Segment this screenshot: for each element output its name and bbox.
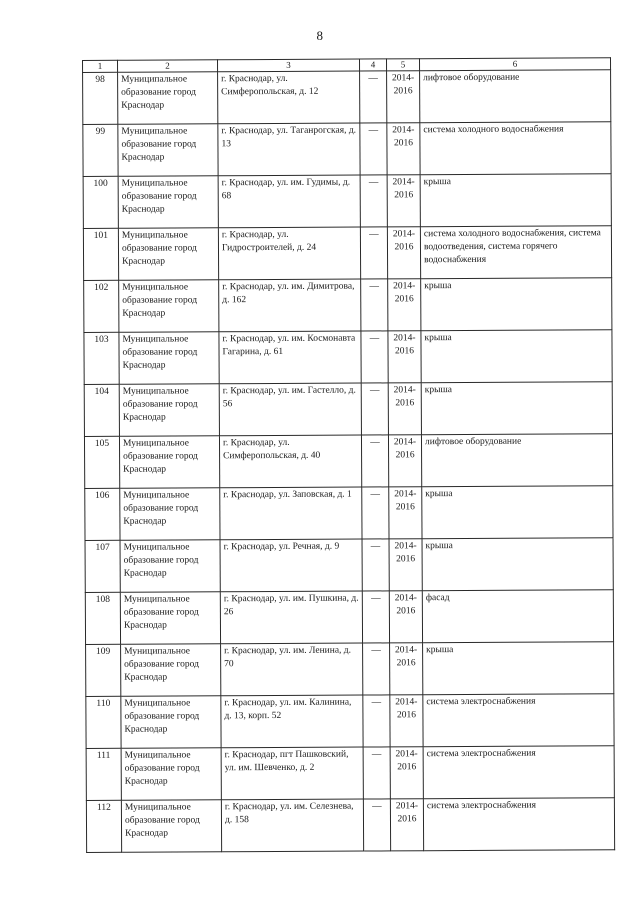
table-row (86, 798, 614, 853)
period-start: 2014- (395, 749, 418, 760)
page-number: 8 (316, 28, 324, 43)
period-end: 2016 (396, 554, 416, 565)
work-type-cell: крыша (420, 174, 611, 227)
table-row (86, 694, 614, 749)
header-cell-4: 4 (359, 59, 386, 71)
period-end: 2016 (396, 606, 416, 617)
row-number-cell: 105 (84, 436, 119, 488)
period-start: 2014- (392, 125, 415, 136)
column-4-cell: — (362, 539, 389, 591)
address-cell: г. Краснодар, ул. Симферопольская, д. 12 (218, 71, 360, 124)
owner-cell: Муниципальное образование город Краснодар (120, 540, 220, 593)
period-end: 2016 (396, 710, 416, 721)
owner-cell: Муниципальное образование город Краснодар (121, 748, 221, 801)
table-row (86, 642, 614, 697)
work-type-cell: крыша (421, 278, 612, 331)
work-type-cell: крыша (422, 486, 613, 539)
period-start: 2014- (394, 593, 417, 604)
work-type-cell: фасад (422, 590, 613, 643)
address-cell: г. Краснодар, ул. им. Димитрова, д. 162 (219, 279, 361, 332)
address-cell: г. Краснодар, ул. им. Пушкина, д. 26 (220, 591, 362, 644)
work-type-cell: лифтовое оборудование (421, 434, 612, 487)
table-row (83, 122, 611, 177)
work-type-cell: система холодного водоснабжения (420, 122, 611, 175)
row-number-cell: 103 (84, 332, 119, 384)
row-number-cell: 104 (84, 384, 119, 436)
row-number-cell: 106 (85, 488, 120, 540)
period-start: 2014- (392, 177, 415, 188)
address-cell: г. Краснодар, ул. Таганрогская, д. 13 (218, 123, 360, 176)
row-number-cell: 111 (86, 748, 121, 800)
period-cell (390, 695, 423, 747)
header-cell-1: 1 (83, 60, 118, 72)
owner-cell: Муниципальное образование город Краснодар (121, 800, 221, 853)
owner-cell: Муниципальное образование город Краснодар (119, 436, 219, 489)
period-end: 2016 (395, 502, 415, 513)
address-cell: г. Краснодар, ул. им. Гастелло, д. 56 (219, 383, 361, 436)
row-number-cell: 108 (85, 592, 120, 644)
address-cell: г. Краснодар, пгт Пашковский, ул. им. Шевченко, д. 2 (221, 747, 363, 800)
column-4-cell: — (360, 227, 387, 279)
address-cell: г. Краснодар, ул. Речная, д. 9 (220, 539, 362, 592)
column-4-cell: — (363, 799, 390, 851)
period-end: 2016 (395, 450, 415, 461)
table-row (83, 174, 611, 229)
address-cell: г. Краснодар, ул. им. Ленина, д. 70 (221, 643, 363, 696)
row-number-cell: 107 (85, 540, 120, 592)
period-start: 2014- (393, 437, 417, 448)
column-4-cell: — (360, 175, 387, 227)
table-row (84, 434, 612, 489)
column-4-cell: — (361, 435, 388, 487)
row-number-cell: 109 (86, 644, 121, 696)
period-cell (389, 591, 422, 643)
address-cell: г. Краснодар, ул. им. Калинина, д. 13, корп. 52 (221, 695, 363, 748)
period-cell (388, 279, 421, 331)
period-start: 2014- (395, 801, 419, 812)
table-row (84, 278, 612, 333)
row-number-cell: 99 (83, 124, 118, 176)
work-type-cell: система электроснабжения (423, 694, 614, 747)
column-4-cell: — (361, 383, 388, 435)
period-end: 2016 (394, 190, 414, 201)
column-4-cell: — (360, 123, 387, 175)
address-cell: г. Краснодар, ул. им. Селезнева, д. 158 (221, 799, 363, 852)
header-cell-2: 2 (118, 60, 218, 73)
column-4-cell: — (362, 487, 389, 539)
period-start: 2014- (394, 645, 418, 656)
period-cell (388, 383, 421, 435)
table-row (83, 70, 611, 125)
period-end: 2016 (395, 398, 415, 409)
column-4-cell: — (362, 591, 389, 643)
address-cell: г. Краснодар, ул. им. Космонавта Гагарина, д. 61 (219, 331, 361, 384)
period-cell (390, 799, 423, 851)
period-cell (387, 227, 420, 279)
header-cell-3: 3 (218, 59, 360, 72)
row-number-cell: 101 (83, 228, 118, 280)
work-type-cell: лифтовое оборудование (420, 70, 611, 123)
row-number-cell: 110 (86, 696, 121, 748)
period-start: 2014- (393, 333, 416, 344)
period-cell (389, 539, 422, 591)
table-row (84, 382, 612, 437)
period-cell (389, 487, 422, 539)
table-row (85, 538, 613, 593)
period-end: 2016 (394, 294, 414, 305)
work-type-cell: система электроснабжения (423, 798, 614, 851)
column-4-cell: — (361, 331, 388, 383)
period-cell (388, 435, 421, 487)
owner-cell: Муниципальное образование город Краснодар (120, 488, 220, 541)
address-cell: г. Краснодар, ул. Симферопольская, д. 40 (219, 435, 361, 488)
period-end: 2016 (397, 814, 417, 825)
owner-cell: Муниципальное образование город Краснодар (119, 332, 219, 385)
address-cell: г. Краснодар, ул. Гидростроителей, д. 24 (218, 227, 360, 280)
owner-cell: Муниципальное образование город Краснодар (118, 72, 218, 125)
column-4-cell: — (363, 695, 390, 747)
header-cell-6: 6 (419, 58, 610, 71)
period-cell (390, 747, 423, 799)
period-start: 2014- (392, 229, 416, 240)
table-row (86, 746, 614, 801)
column-4-cell: — (363, 747, 390, 799)
owner-cell: Муниципальное образование город Краснодар (118, 228, 218, 281)
period-start: 2014- (395, 697, 418, 708)
table-row (83, 226, 611, 281)
owner-cell: Муниципальное образование город Краснодар (119, 280, 219, 333)
period-cell (387, 123, 420, 175)
register-table (82, 57, 615, 853)
period-start: 2014- (394, 541, 417, 552)
work-type-cell: крыша (421, 330, 612, 383)
owner-cell: Муниципальное образование город Краснодар (119, 384, 219, 437)
table-row (84, 330, 612, 385)
period-end: 2016 (397, 762, 417, 773)
column-4-cell: — (363, 643, 390, 695)
column-4-cell: — (361, 279, 388, 331)
owner-cell: Муниципальное образование город Краснодар (118, 176, 218, 229)
period-end: 2016 (394, 242, 414, 253)
row-number-cell: 98 (83, 72, 118, 124)
period-end: 2016 (393, 86, 413, 97)
register-table-container (82, 57, 614, 869)
period-start: 2014- (393, 385, 416, 396)
period-start: 2014- (393, 281, 416, 292)
period-cell (387, 175, 420, 227)
owner-cell: Муниципальное образование город Краснодар (121, 696, 221, 749)
row-number-cell: 112 (86, 800, 121, 852)
period-end: 2016 (393, 138, 413, 149)
period-start: 2014- (391, 73, 415, 84)
work-type-cell: крыша (423, 642, 614, 695)
row-number-cell: 102 (84, 280, 119, 332)
row-number-cell: 100 (83, 176, 118, 228)
owner-cell: Муниципальное образование город Краснодар (121, 644, 221, 697)
header-cell-5: 5 (386, 59, 419, 71)
address-cell: г. Краснодар, ул. Заповская, д. 1 (220, 487, 362, 540)
work-type-cell: система электроснабжения (423, 746, 614, 799)
table-row (85, 486, 613, 541)
period-cell (387, 71, 420, 123)
owner-cell: Муниципальное образование город Краснодар (118, 124, 218, 177)
table-row (85, 590, 613, 645)
address-cell: г. Краснодар, ул. им. Гудимы, д. 68 (218, 175, 360, 228)
work-type-cell: система холодного водоснабжения, система водоотведения, система горячего водоснабжения (420, 226, 611, 279)
owner-cell: Муниципальное образование город Краснодар (120, 592, 220, 645)
period-cell (390, 643, 423, 695)
work-type-cell: крыша (422, 538, 613, 591)
column-4-cell: — (360, 71, 387, 123)
period-cell (388, 331, 421, 383)
period-end: 2016 (395, 346, 415, 357)
period-end: 2016 (396, 658, 416, 669)
work-type-cell: крыша (421, 382, 612, 435)
period-start: 2014- (394, 489, 417, 500)
table-body (83, 58, 615, 853)
